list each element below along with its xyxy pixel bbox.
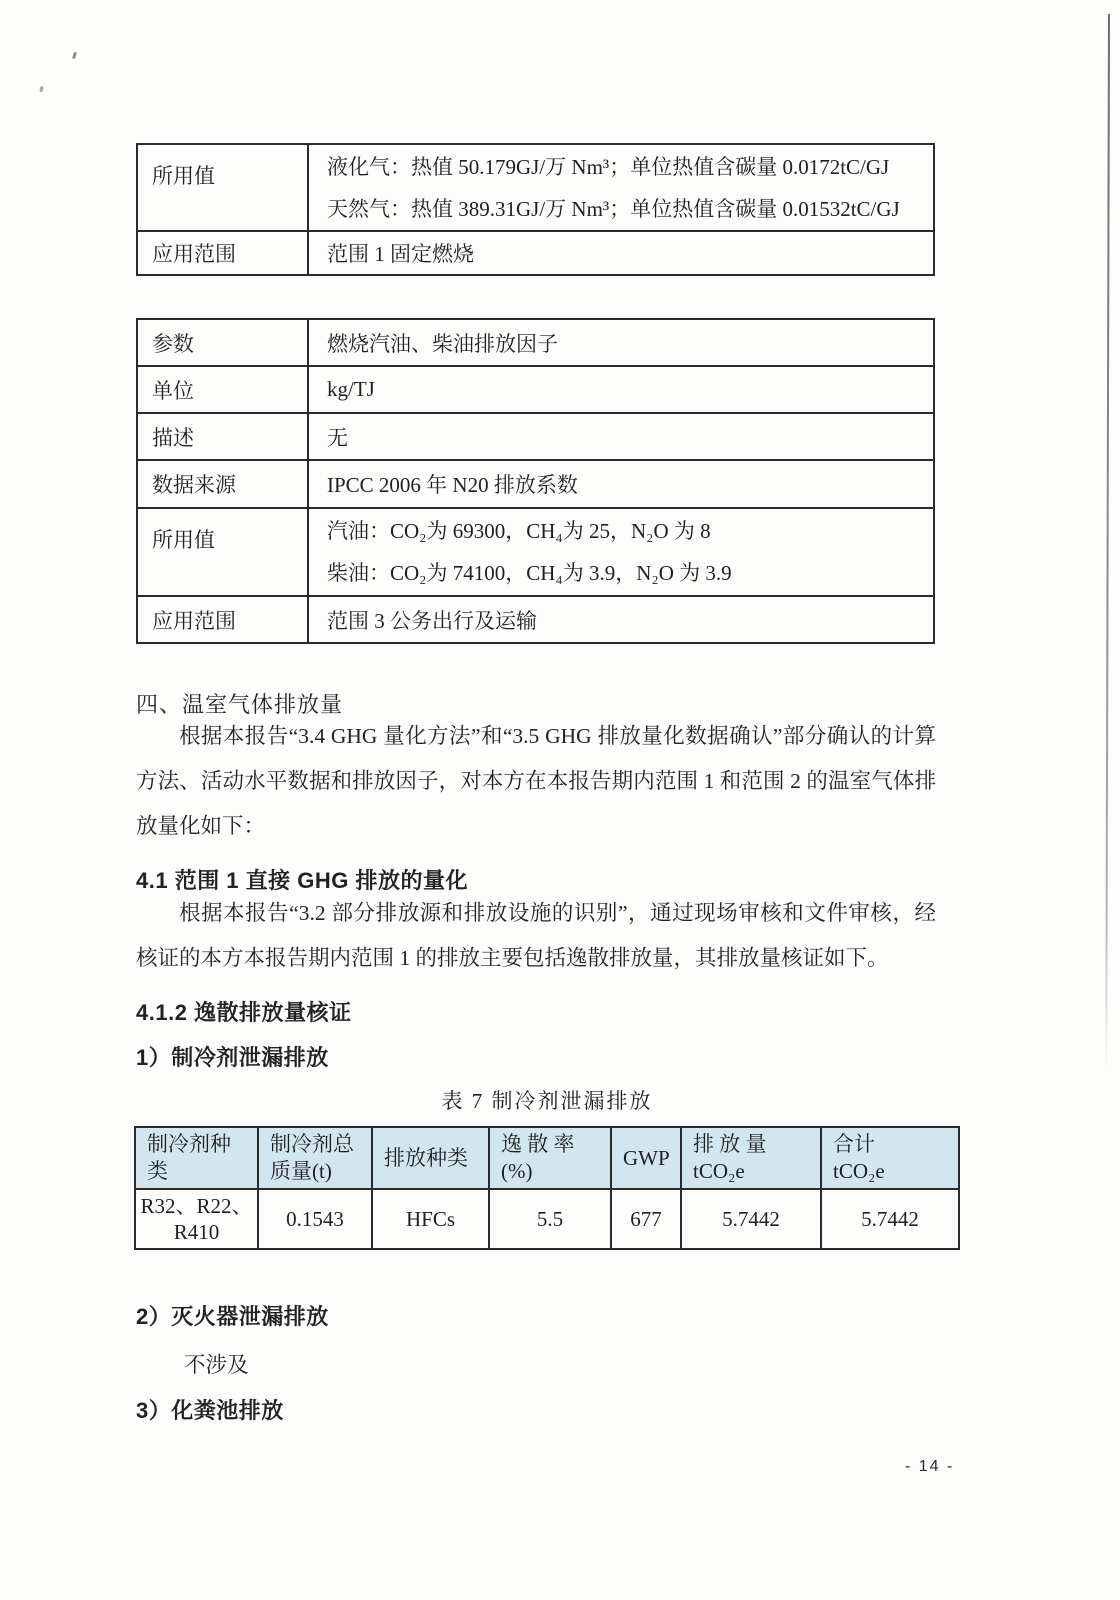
cell-total-mass: 0.1543 (258, 1189, 372, 1249)
value-line: 天然气：热值 389.31GJ/万 Nm³；单位热值含碳量 0.01532tC/GJ (327, 197, 900, 221)
row-label: 数据来源 (137, 460, 308, 508)
scan-speckle (72, 52, 77, 60)
header-line: 类 (147, 1159, 168, 1183)
row-label: 所用值 (137, 144, 308, 231)
row-value: 范围 3 公务出行及运输 (308, 596, 934, 643)
section-heading-4-1: 4.1 范围 1 直接 GHG 排放的量化 (136, 868, 468, 893)
cell-line: R32、R22、 (140, 1194, 253, 1218)
table-row (137, 319, 934, 366)
header-line: tCO₂e (833, 1159, 885, 1183)
header-line: 合计 (833, 1132, 875, 1156)
cell-line: R410 (173, 1220, 220, 1244)
header-line: tCO₂e (693, 1159, 745, 1183)
header-line: 制冷剂总 (270, 1132, 354, 1156)
fuel-factor-table (136, 318, 935, 644)
table7-caption: 表 7 制冷剂泄漏排放 (441, 1089, 653, 1113)
row-value (308, 144, 934, 231)
scan-artifact-line (1105, 14, 1110, 1069)
header-emission-amount (681, 1127, 821, 1189)
table-row (137, 596, 934, 643)
row-label: 参数 (137, 319, 308, 366)
scan-speckle (39, 86, 43, 93)
row-label: 描述 (137, 413, 308, 460)
header-line: 制冷剂种 (147, 1132, 231, 1156)
value-line: 柴油：CO₂为 74100，CH₄为 3.9，N₂O 为 3.9 (327, 561, 732, 585)
value-line: 液化气：热值 50.179GJ/万 Nm³；单位热值含碳量 0.0172tC/GJ (327, 155, 890, 179)
row-label: 应用范围 (137, 231, 308, 275)
row-label: 单位 (137, 366, 308, 413)
list-item-extinguisher: 2）灭火器泄漏排放 (136, 1304, 329, 1329)
table-header-row (135, 1127, 959, 1189)
section-heading-4: 四、温室气体排放量 (136, 692, 344, 717)
row-label: 所用值 (137, 508, 308, 596)
row-value: 燃烧汽油、柴油排放因子 (308, 319, 934, 366)
row-value: IPCC 2006 年 N20 排放系数 (308, 460, 934, 508)
cell-refrigerant-type (135, 1189, 258, 1249)
cell-emission-amount: 5.7442 (681, 1189, 821, 1249)
table-row (137, 413, 934, 460)
header-total-mass (258, 1127, 372, 1189)
header-emission-kind (372, 1127, 489, 1189)
header-line: 质量(t) (270, 1159, 332, 1183)
heat-value-table (136, 143, 935, 276)
header-line: GWP (623, 1145, 670, 1170)
refrigerant-leak-table (134, 1126, 960, 1250)
table-data-row (135, 1189, 959, 1249)
cell-emission-kind: HFCs (372, 1189, 489, 1249)
list-item-septic-tank: 3）化粪池排放 (136, 1398, 284, 1423)
paragraph-ghg-quantification: 根据本报告“3.4 GHG 量化方法”和“3.5 GHG 排放量化数据确认”部分确认的计算方法、活动水平数据和排放因子，对本方在本报告期内范围 1 和范围 2 的温室气体排放量化如下： (136, 724, 936, 838)
cell-gwp: 677 (611, 1189, 681, 1249)
list-item-refrigerant: 1）制冷剂泄漏排放 (136, 1045, 329, 1070)
header-line: 排放种类 (384, 1145, 468, 1170)
cell-total: 5.7442 (821, 1189, 959, 1249)
row-value: kg/TJ (308, 366, 934, 413)
value-line: 汽油：CO₂为 69300，CH₄为 25，N₂O 为 8 (327, 519, 711, 543)
page-number: - 14 - (905, 1458, 955, 1475)
table-row (137, 460, 934, 508)
table-row (137, 508, 934, 596)
header-refrigerant-type (135, 1127, 258, 1189)
table-row (137, 144, 934, 231)
header-line: 排 放 量 (693, 1132, 767, 1156)
table-row (137, 231, 934, 275)
cell-escape-rate: 5.5 (489, 1189, 611, 1249)
row-value: 范围 1 固定燃烧 (308, 231, 934, 275)
header-total (821, 1127, 959, 1189)
header-line: 逸 散 率 (501, 1132, 575, 1156)
section-heading-4-1-2: 4.1.2 逸散排放量核证 (136, 1000, 352, 1025)
header-escape-rate (489, 1127, 611, 1189)
row-label: 应用范围 (137, 596, 308, 643)
table-row (137, 366, 934, 413)
paragraph-scope1: 根据本报告“3.2 部分排放源和排放设施的识别”，通过现场审核和文件审核，经核证的本方本报告期内范围 1 的排放主要包括逸散排放量，其排放量核证如下。 (136, 901, 936, 970)
not-involved-text: 不涉及 (184, 1353, 249, 1377)
header-gwp (611, 1127, 681, 1189)
row-value (308, 508, 934, 596)
header-line: (%) (501, 1159, 533, 1183)
row-value: 无 (308, 413, 934, 460)
